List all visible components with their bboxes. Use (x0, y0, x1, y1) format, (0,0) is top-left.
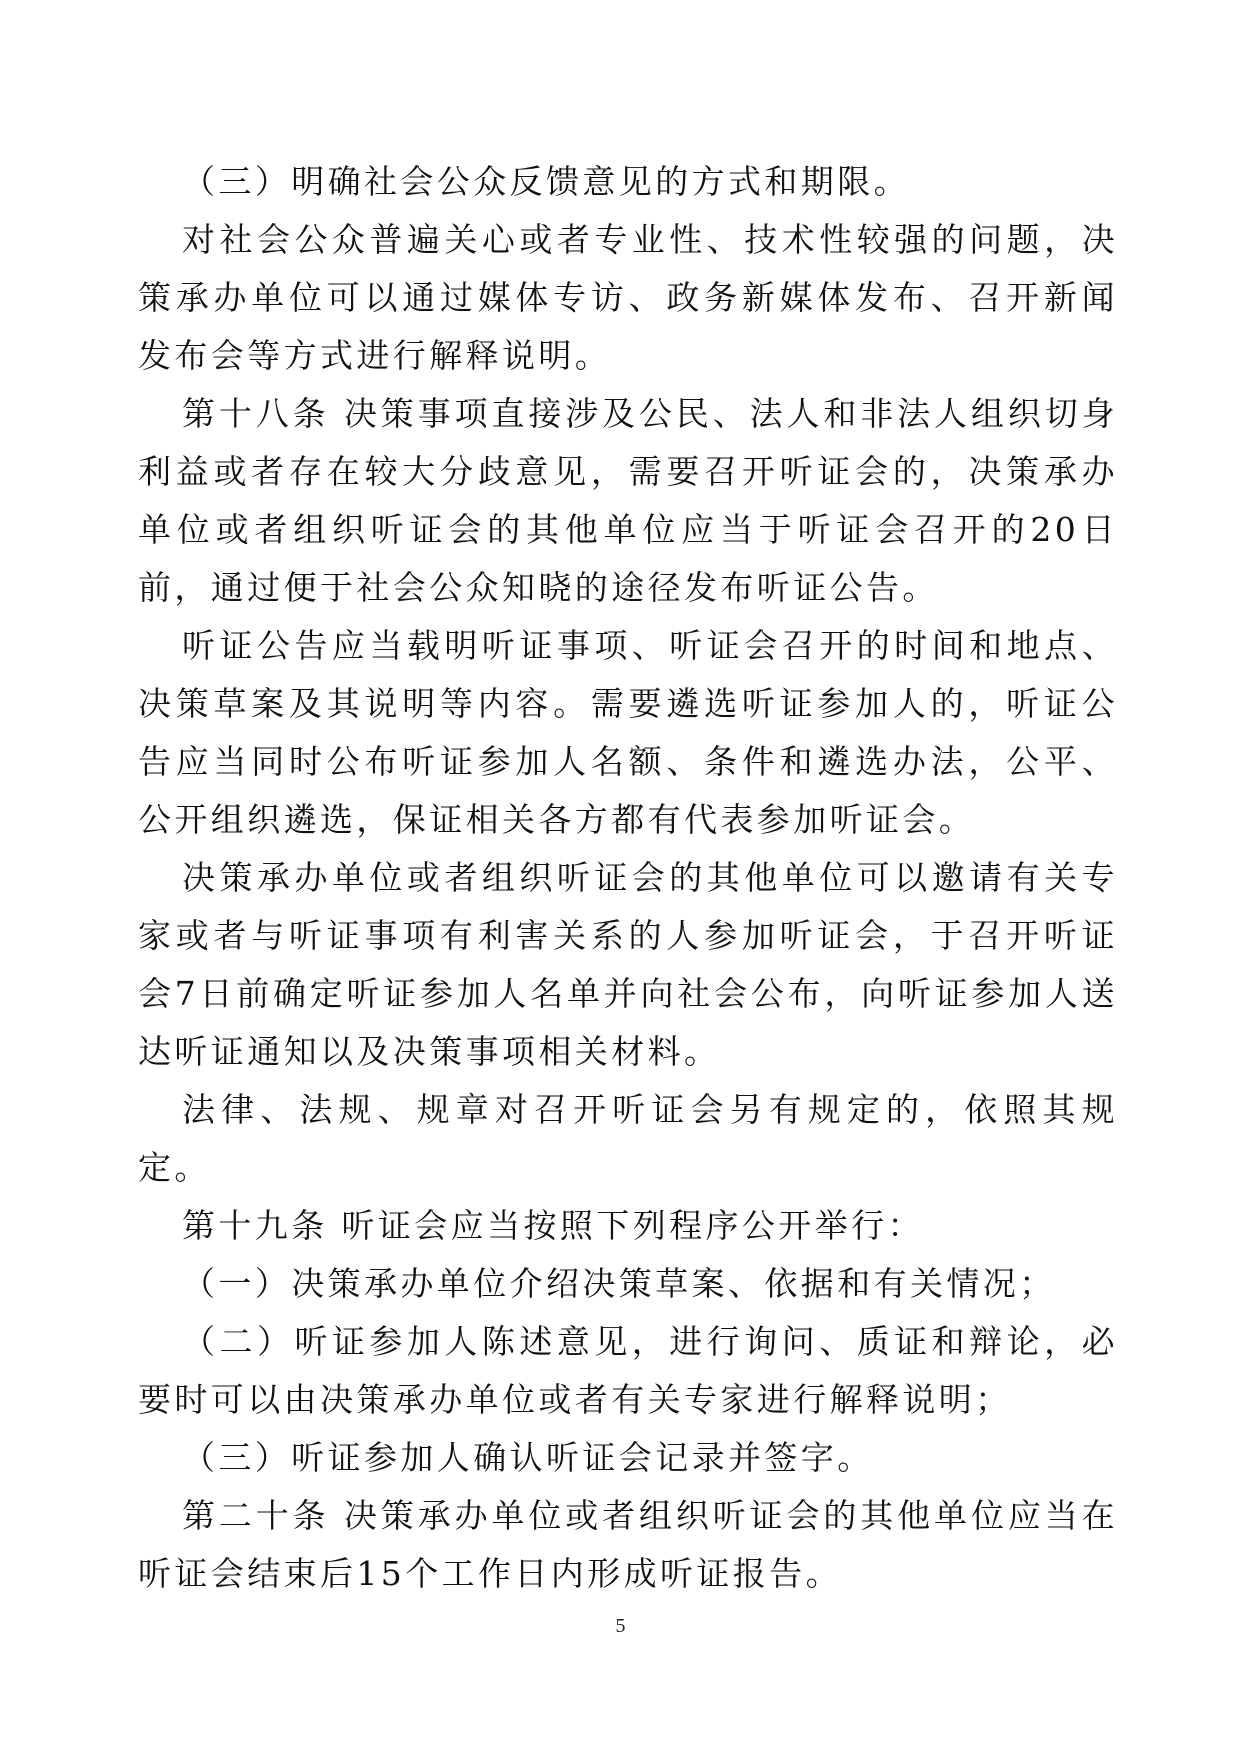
paragraph: 法律、法规、规章对召开听证会另有规定的，依照其规定。 (138, 1090, 1118, 1187)
list-item: （二）听证参加人陈述意见，进行询问、质证和辩论，必要时可以由决策承办单位或者有关专家进行解释说明； (138, 1322, 1118, 1419)
page-number: 5 (615, 1615, 626, 1637)
article-19-paragraph: 第十九条 听证会应当按照下列程序公开举行： (182, 1206, 924, 1245)
article-18-paragraph: 第十八条 决策事项直接涉及公民、法人和非法人组织切身利益或者存在较大分歧意见，需要召开听证会的，决策承办单位或者组织听证会的其他单位应当于听证会召开的20日前，通过便于社会公众知晓的途径发布听证公告。 (138, 394, 1118, 607)
paragraph: （三）明确社会公众反馈意见的方式和期限。 (182, 162, 910, 201)
paragraph: 听证公告应当载明听证事项、听证会召开的时间和地点、决策草案及其说明等内容。需要遴选听证参加人的，听证公告应当同时公布听证参加人名额、条件和遴选办法，公平、公开组织遴选，保证相关各方都有代表参加听证会。 (138, 626, 1118, 839)
paragraph: 对社会公众普遍关心或者专业性、技术性较强的问题，决策承办单位可以通过媒体专访、政务新媒体发布、召开新闻发布会等方式进行解释说明。 (138, 220, 1118, 375)
document-body (138, 153, 1118, 1603)
paragraph: 决策承办单位或者组织听证会的其他单位可以邀请有关专家或者与听证事项有利害关系的人参加听证会，于召开听证会7日前确定听证参加人名单并向社会公布，向听证参加人送达听证通知以及决策事项相关材料。 (138, 858, 1118, 1071)
article-20-paragraph: 第二十条 决策承办单位或者组织听证会的其他单位应当在听证会结束后15个工作日内形成听证报告。 (138, 1496, 1118, 1593)
list-item: （三）听证参加人确认听证会记录并签字。 (182, 1438, 874, 1477)
list-item: （一）决策承办单位介绍决策草案、依据和有关情况； (182, 1264, 1056, 1303)
